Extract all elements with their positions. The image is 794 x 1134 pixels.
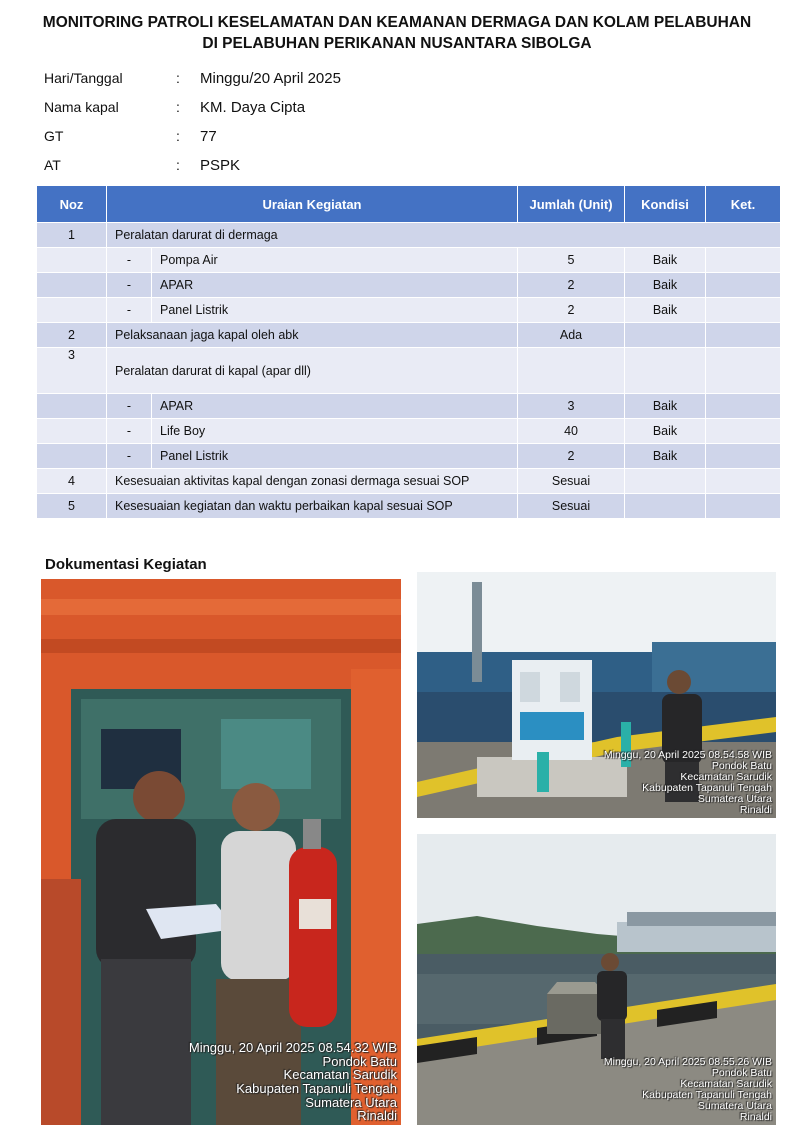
stamp-village: Pondok Batu [322, 1053, 397, 1069]
page-title [0, 12, 794, 54]
cell-no: 1 [37, 223, 107, 248]
cell-item: APAR [152, 273, 518, 298]
cell-kondisi: Baik [625, 248, 706, 273]
cell-jumlah: Ada [518, 323, 625, 348]
cell-no: 2 [37, 323, 107, 348]
stamp-regency: Kabupaten Tapanuli Tengah [236, 1081, 397, 1097]
cell-dash: - [107, 298, 152, 323]
stamp-datetime: Minggu, 20 April 2025 08.55.26 WIB [603, 1055, 772, 1068]
cell-item: Life Boy [152, 419, 518, 444]
info-value: PSPK [200, 157, 241, 174]
info-colon: : [176, 128, 180, 144]
photo-stamp [604, 1057, 772, 1123]
cell-ket [706, 248, 781, 273]
stamp-regency: Kabupaten Tapanuli Tengah [642, 1088, 772, 1101]
cell-ket [706, 298, 781, 323]
stamp-province: Sumatera Utara [697, 792, 772, 805]
table-row [37, 469, 781, 494]
info-colon: : [176, 99, 180, 115]
cell-ket [706, 419, 781, 444]
stamp-village: Pondok Batu [711, 1066, 772, 1079]
photo-harbor-dock [417, 834, 776, 1125]
photo-stamp [604, 750, 772, 816]
cell-uraian: Kesesuaian aktivitas kapal dengan zonasi dermaga sesuai SOP [107, 469, 518, 494]
cell-dash: - [107, 444, 152, 469]
table-row [37, 394, 781, 419]
info-colon: : [176, 70, 180, 86]
cell-jumlah [518, 348, 625, 394]
photo-ship-interior [41, 579, 401, 1125]
table-row [37, 248, 781, 273]
cell-ket [706, 494, 781, 519]
info-label: AT [44, 157, 61, 173]
photo-stamp [189, 1041, 397, 1123]
table-row [37, 323, 781, 348]
stamp-province: Sumatera Utara [697, 1099, 772, 1112]
info-value: Minggu/20 April 2025 [200, 70, 341, 87]
cell-ket [706, 273, 781, 298]
stamp-datetime: Minggu, 20 April 2025 08.54.58 WIB [603, 748, 772, 761]
cell-kondisi: Baik [625, 273, 706, 298]
section-title: Dokumentasi Kegiatan [45, 556, 207, 573]
table-row [37, 223, 781, 248]
title-line-2: DI PELABUHAN PERIKANAN NUSANTARA SIBOLGA [202, 35, 592, 52]
table-row [37, 348, 781, 394]
cell-ket [706, 469, 781, 494]
cell-item: APAR [152, 394, 518, 419]
cell-dash: - [107, 419, 152, 444]
table-row [37, 444, 781, 469]
stamp-district: Kecamatan Sarudik [283, 1067, 397, 1083]
info-value: KM. Daya Cipta [200, 99, 306, 116]
cell-kondisi: Baik [625, 444, 706, 469]
info-colon: : [176, 157, 180, 173]
info-value: 77 [200, 128, 217, 145]
header-jumlah: Jumlah (Unit) [518, 186, 625, 223]
stamp-datetime: Minggu, 20 April 2025 08.54.32 WIB [188, 1040, 397, 1056]
stamp-author: Rinaldi [739, 803, 772, 816]
cell-kondisi [625, 469, 706, 494]
cell-uraian: Peralatan darurat di dermaga [107, 223, 781, 248]
cell-jumlah: 2 [518, 273, 625, 298]
cell-jumlah: Sesuai [518, 469, 625, 494]
cell-no [37, 419, 107, 444]
stamp-regency: Kabupaten Tapanuli Tengah [642, 781, 772, 794]
stamp-district: Kecamatan Sarudik [680, 1077, 772, 1090]
cell-no [37, 444, 107, 469]
cell-no [37, 273, 107, 298]
cell-no: 5 [37, 494, 107, 519]
cell-jumlah: 3 [518, 394, 625, 419]
cell-kondisi [625, 348, 706, 394]
header-no: Noz [37, 186, 107, 223]
cell-dash: - [107, 248, 152, 273]
stamp-district: Kecamatan Sarudik [680, 770, 772, 783]
title-line-1: MONITORING PATROLI KESELAMATAN DAN KEAMANAN DERMAGA DAN KOLAM PELABUHAN [42, 14, 752, 31]
table-row [37, 494, 781, 519]
info-label: GT [44, 128, 64, 144]
cell-jumlah: 40 [518, 419, 625, 444]
cell-no: 4 [37, 469, 107, 494]
cell-item: Panel Listrik [152, 298, 518, 323]
cell-ket [706, 394, 781, 419]
cell-ket [706, 323, 781, 348]
cell-uraian: Kesesuaian kegiatan dan waktu perbaikan kapal sesuai SOP [107, 494, 518, 519]
cell-no: 3 [37, 348, 107, 394]
cell-no [37, 394, 107, 419]
header-uraian: Uraian Kegiatan [107, 186, 518, 223]
cell-ket [706, 348, 781, 394]
stamp-author: Rinaldi [739, 1110, 772, 1123]
table-row [37, 298, 781, 323]
cell-uraian: Peralatan darurat di kapal (apar dll) [107, 348, 518, 394]
cell-dash: - [107, 394, 152, 419]
cell-jumlah: Sesuai [518, 494, 625, 519]
cell-kondisi: Baik [625, 419, 706, 444]
cell-jumlah: 2 [518, 298, 625, 323]
info-label: Nama kapal [44, 99, 119, 115]
info-label: Hari/Tanggal [44, 70, 123, 86]
stamp-village: Pondok Batu [711, 759, 772, 772]
cell-no [37, 248, 107, 273]
activity-table [36, 185, 781, 519]
stamp-province: Sumatera Utara [305, 1094, 397, 1110]
cell-item: Panel Listrik [152, 444, 518, 469]
cell-kondisi [625, 323, 706, 348]
cell-jumlah: 5 [518, 248, 625, 273]
cell-jumlah: 2 [518, 444, 625, 469]
header-kondisi: Kondisi [625, 186, 706, 223]
stamp-author: Rinaldi [357, 1108, 397, 1124]
table-row [37, 419, 781, 444]
cell-no [37, 298, 107, 323]
table-row [37, 273, 781, 298]
cell-kondisi: Baik [625, 394, 706, 419]
cell-dash: - [107, 273, 152, 298]
header-ket: Ket. [706, 186, 781, 223]
photo-dock-panel [417, 572, 776, 818]
cell-item: Pompa Air [152, 248, 518, 273]
cell-kondisi [625, 494, 706, 519]
cell-kondisi: Baik [625, 298, 706, 323]
cell-uraian: Pelaksanaan jaga kapal oleh abk [107, 323, 518, 348]
cell-ket [706, 444, 781, 469]
